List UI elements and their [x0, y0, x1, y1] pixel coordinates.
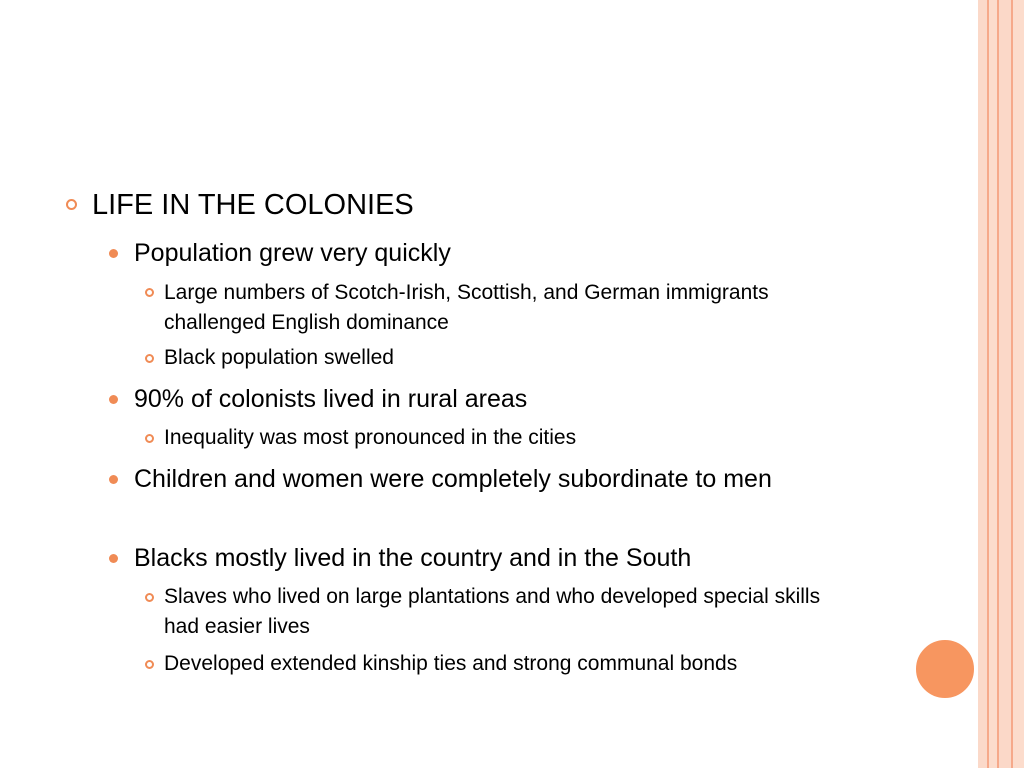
ring-bullet-icon	[145, 434, 154, 443]
decorative-circle	[914, 638, 976, 700]
bullet-point: Population grew very quickly	[134, 239, 451, 267]
decorative-stripe	[1013, 0, 1024, 768]
bullet-point: Children and women were completely subordinate to men	[134, 465, 772, 493]
dot-bullet-icon	[109, 554, 118, 563]
decorative-stripe	[989, 0, 997, 768]
sub-bullet-point: Large numbers of Scotch-Irish, Scottish, and German immigrants challenged English dominance	[164, 281, 769, 334]
dot-bullet-icon	[109, 249, 118, 258]
ring-bullet-icon	[145, 593, 154, 602]
ring-bullet-icon	[145, 354, 154, 363]
sub-bullet-point: Developed extended kinship ties and strong communal bonds	[164, 652, 738, 675]
ring-bullet-icon	[145, 288, 154, 297]
bullet-point: 90% of colonists lived in rural areas	[134, 385, 528, 413]
dot-bullet-icon	[109, 395, 118, 404]
sub-bullet-point: Black population swelled	[164, 346, 394, 369]
ring-bullet-icon	[145, 660, 154, 669]
dot-bullet-icon	[109, 475, 118, 484]
decorative-stripe	[999, 0, 1011, 768]
bullet-point: Blacks mostly lived in the country and in the South	[134, 544, 692, 572]
slide-heading: LIFE IN THE COLONIES	[92, 189, 414, 221]
sub-bullet-point: Slaves who lived on large plantations and who developed special skills had easier lives	[164, 585, 821, 638]
sub-bullet-point: Inequality was most pronounced in the cities	[164, 426, 577, 449]
ring-bullet-icon	[66, 199, 77, 210]
decorative-stripe	[978, 0, 987, 768]
